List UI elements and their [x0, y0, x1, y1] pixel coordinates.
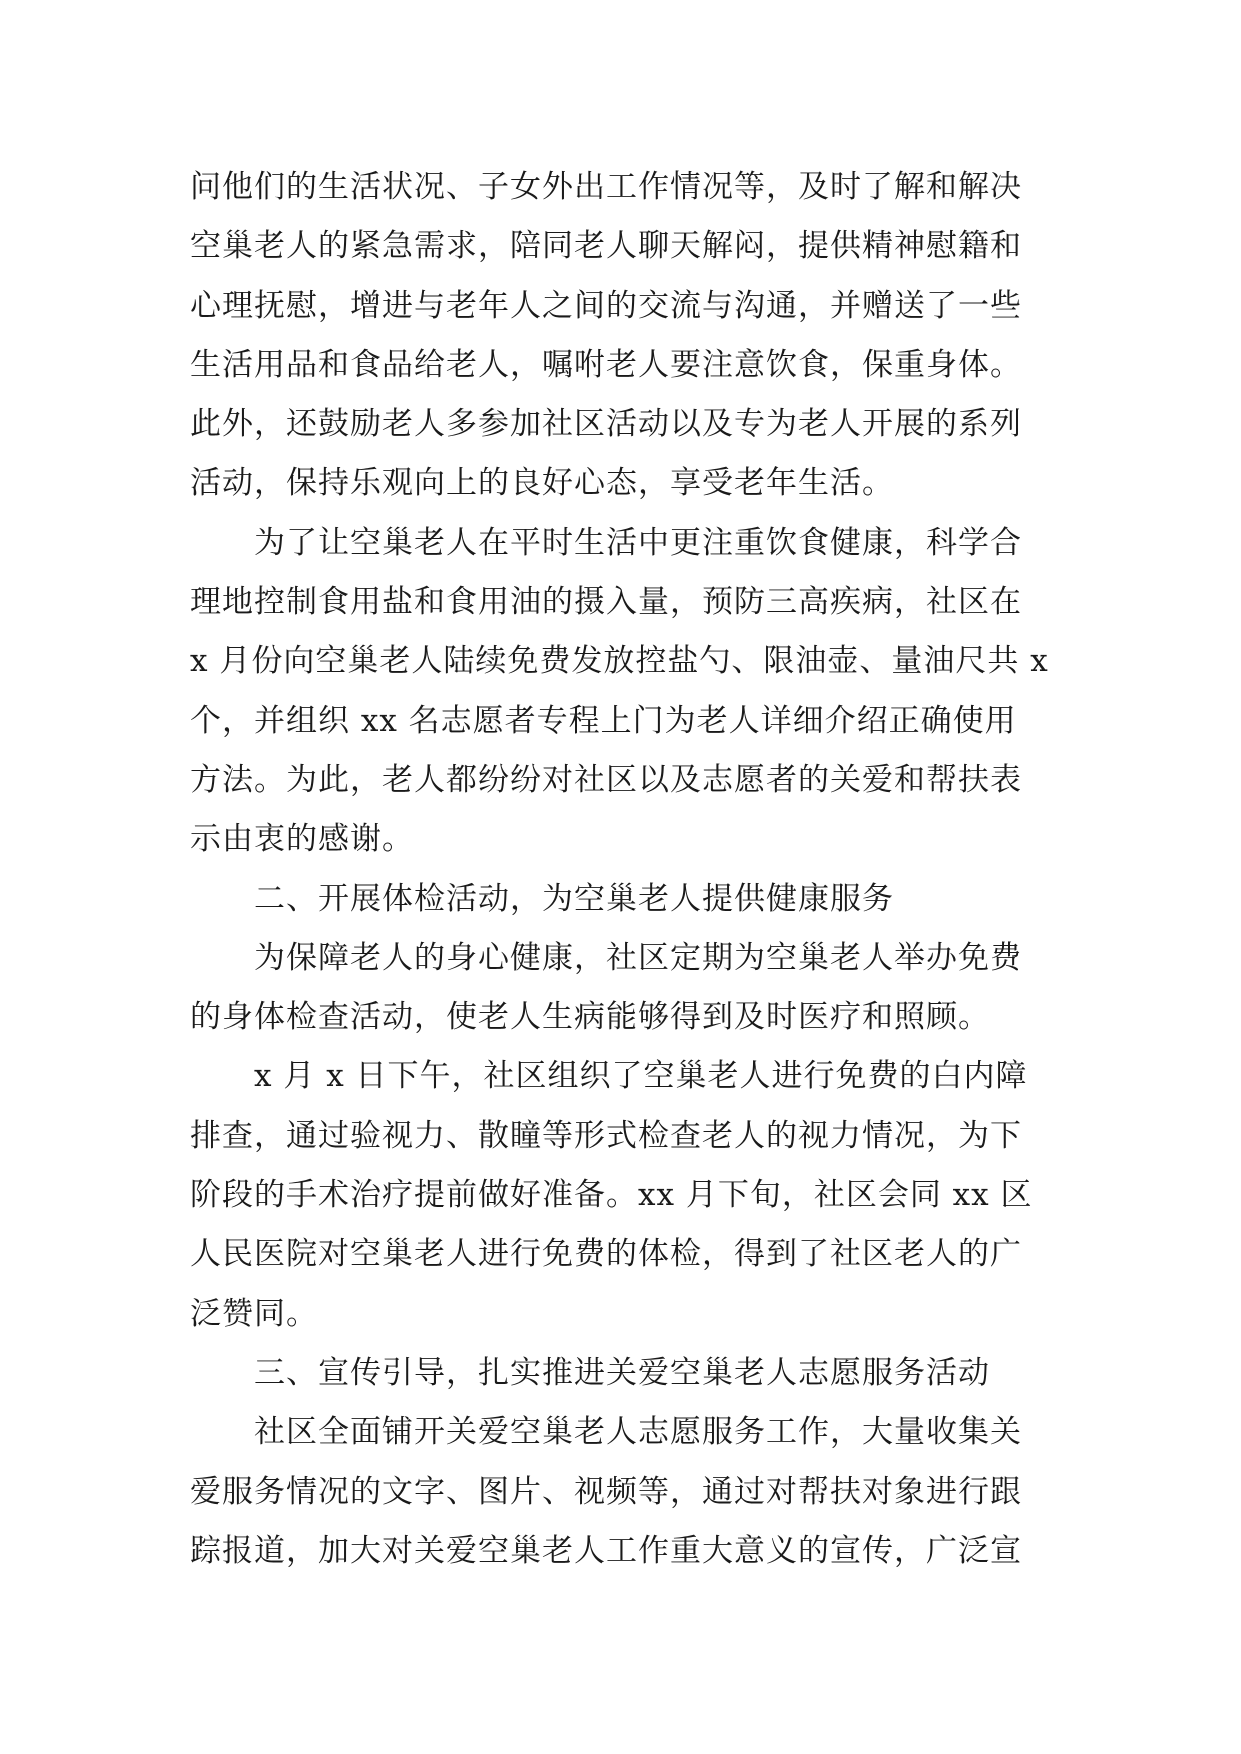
text-line: x 月份向空巢老人陆续免费发放控盐勺、限油壶、量油尺共 x — [190, 643, 1049, 680]
paragraph-first-line: x 月 x 日下午，社区组织了空巢老人进行免费的白内障 — [254, 1058, 1028, 1095]
text-line: 示由衷的感谢。 — [190, 821, 414, 858]
text-line: 个，并组织 xx 名志愿者专程上门为老人详细介绍正确使用 — [190, 702, 1017, 739]
text-line: 排查，通过验视力、散瞳等形式检查老人的视力情况，为下 — [190, 1117, 1022, 1154]
paragraph-first-line: 为保障老人的身心健康，社区定期为空巢老人举办免费 — [254, 939, 1022, 976]
text-line: 的身体检查活动，使老人生病能够得到及时医疗和照顾。 — [190, 999, 990, 1036]
paragraph-first-line: 为了让空巢老人在平时生活中更注重饮食健康，科学合 — [254, 524, 1022, 561]
text-line: 心理抚慰，增进与老年人之间的交流与沟通，并赠送了一些 — [190, 287, 1022, 324]
text-line: 泛赞同。 — [190, 1295, 318, 1332]
text-line: 空巢老人的紧急需求，陪同老人聊天解闷，提供精神慰籍和 — [190, 228, 1022, 265]
text-line: 爱服务情况的文字、图片、视频等，通过对帮扶对象进行跟 — [190, 1473, 1022, 1510]
text-line: 人民医院对空巢老人进行免费的体检，得到了社区老人的广 — [190, 1236, 1022, 1273]
paragraph-first-line: 社区全面铺开关爱空巢老人志愿服务工作，大量收集关 — [254, 1414, 1022, 1451]
text-line: 此外，还鼓励老人多参加社区活动以及专为老人开展的系列 — [190, 406, 1022, 443]
text-line: 生活用品和食品给老人，嘱咐老人要注意饮食，保重身体。 — [190, 346, 1022, 383]
section-heading-3: 三、宣传引导，扎实推进关爱空巢老人志愿服务活动 — [254, 1354, 990, 1391]
document-body — [190, 158, 1070, 1581]
section-heading-2: 二、开展体检活动，为空巢老人提供健康服务 — [254, 880, 894, 917]
text-line: 方法。为此，老人都纷纷对社区以及志愿者的关爱和帮扶表 — [190, 761, 1022, 798]
text-line: 理地控制食用盐和食用油的摄入量，预防三高疾病，社区在 — [190, 584, 1022, 621]
text-line: 活动，保持乐观向上的良好心态，享受老年生活。 — [190, 465, 894, 502]
text-line: 问他们的生活状况、子女外出工作情况等，及时了解和解决 — [190, 169, 1022, 205]
text-line: 阶段的手术治疗提前做好准备。xx 月下旬，社区会同 xx 区 — [190, 1177, 1033, 1214]
text-line: 踪报道，加大对关爱空巢老人工作重大意义的宣传，广泛宣 — [190, 1532, 1022, 1569]
